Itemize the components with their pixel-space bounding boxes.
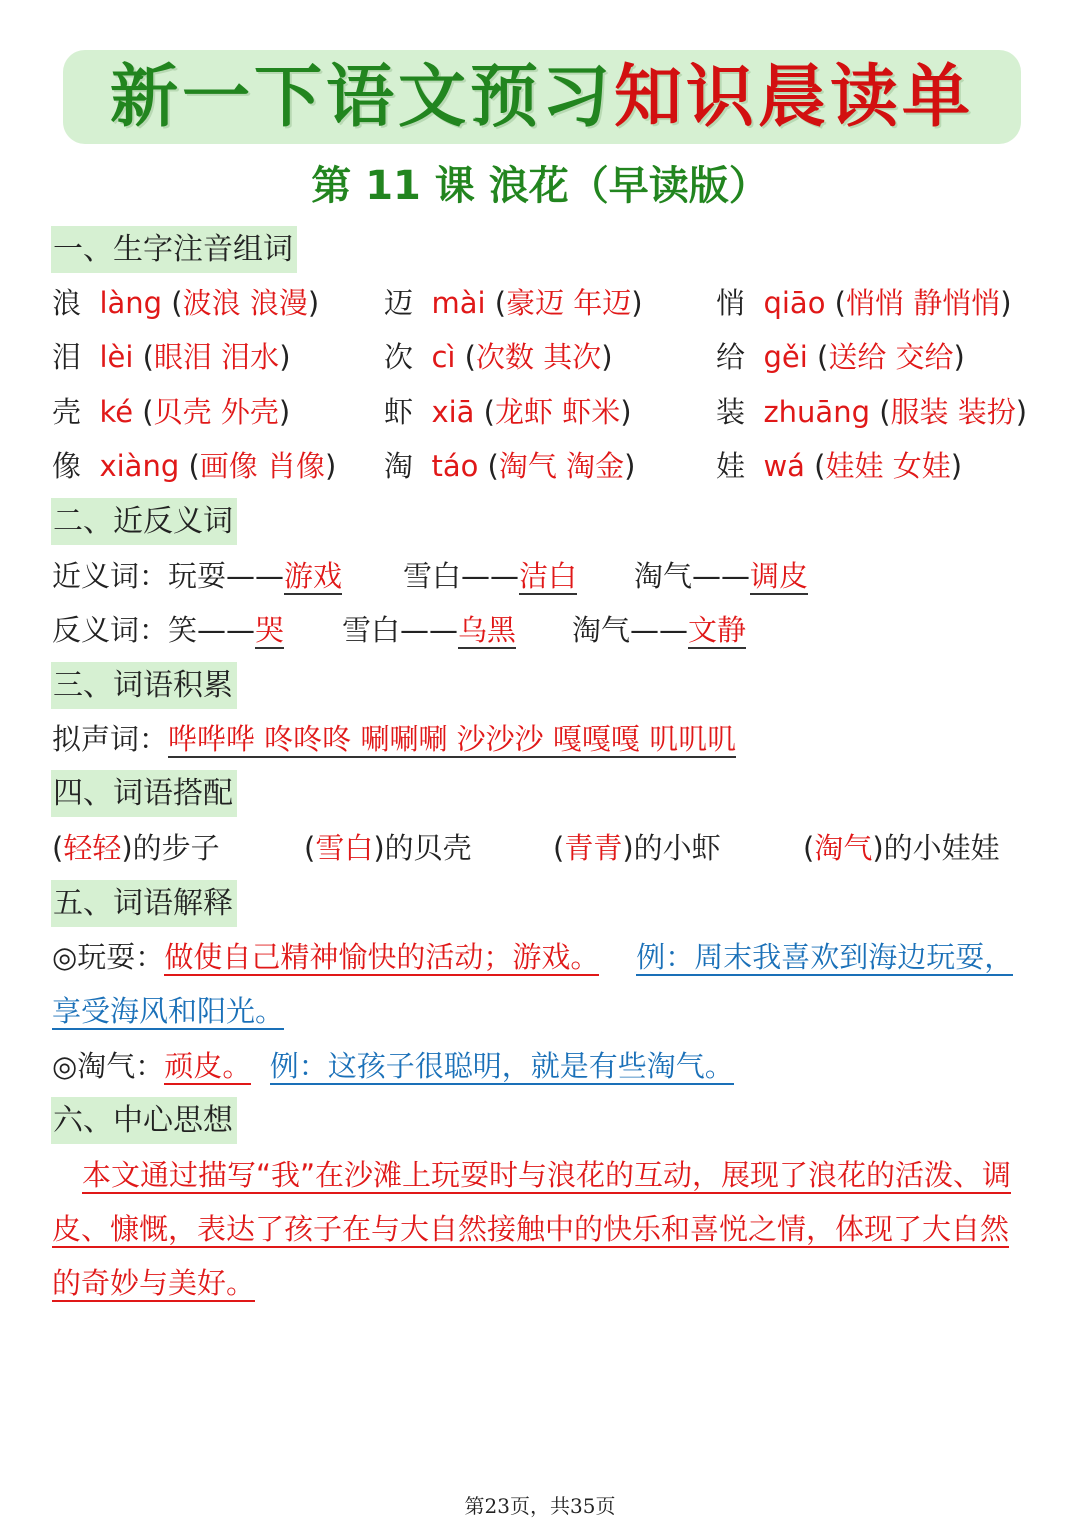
collocation-item: (青青)的小虾 (553, 831, 721, 865)
char-item: 虾 xiā (龙虾 虾米) (384, 395, 632, 429)
char-item: 浪 làng (波浪 浪漫) (52, 286, 320, 320)
char-item: 像 xiàng (画像 肖像) (52, 449, 337, 483)
char-item: 悄 qiāo (悄悄 静悄悄) (716, 286, 1012, 320)
section-heading-vocabulary: 三、词语积累 (51, 662, 237, 709)
char-item: 给 gěi (送给 交给) (716, 340, 965, 374)
explanation-meaning: 做使自己精神愉快的活动；游戏。 (164, 940, 600, 974)
section-heading-main-idea: 六、中心思想 (51, 1097, 237, 1144)
collocation-item: (淘气)的小娃娃 (803, 831, 1000, 865)
antonym-pair: 雪白——乌黑 (342, 613, 517, 647)
section-heading-collocation: 四、词语搭配 (51, 770, 237, 817)
explanation-item (52, 935, 1013, 979)
char-item: 装 zhuāng (服装 装扮) (716, 395, 1028, 429)
antonym-label: 反义词： (52, 613, 169, 647)
section-heading-explanation: 五、词语解释 (51, 880, 237, 927)
antonym-row: 反义词：笑——哭 (52, 613, 285, 647)
explanation-example: 例：这孩子很聪明，就是有些淘气。 (269, 1049, 734, 1083)
synonym-pair: 淘气——调皮 (634, 559, 809, 593)
explanation-example-continued: 享受海风和阳光。 (52, 994, 285, 1028)
page-title (109, 57, 975, 137)
explanation-item (52, 1044, 734, 1088)
onomatopoeia-label: 拟声词： (52, 722, 169, 756)
explanation-term: ◎淘气： (52, 1049, 165, 1083)
explanation-example: 例：周末我喜欢到海边玩耍， (636, 940, 1014, 974)
char-item: 娃 wá (娃娃 女娃) (716, 449, 963, 483)
page-number: 第23页，共35页 (464, 1494, 616, 1518)
synonym-pair: 雪白——洁白 (403, 559, 578, 593)
synonym-label: 近义词： (52, 559, 169, 593)
char-item: 迈 mài (豪迈 年迈) (384, 286, 643, 320)
explanation-term: ◎玩耍： (52, 940, 165, 974)
antonym-pair: 淘气——文静 (572, 613, 747, 647)
onomatopoeia-words: 哗哗哗 咚咚咚 唰唰唰 沙沙沙 嘎嘎嘎 叽叽叽 (168, 722, 737, 756)
main-idea-paragraph: 本文通过描写“我”在沙滩上玩耍时与浪花的互动，展现了浪花的活泼、调皮、慷慨，表达了孩子在与大自然接触中的快乐和喜悦之情，体现了大自然的奇妙与美好。 (52, 1158, 1012, 1300)
lesson-subtitle: 第 11 课 浪花（早读版） (311, 163, 769, 209)
collocation-item: (雪白)的贝壳 (304, 831, 472, 865)
char-item: 次 cì (次数 其次) (384, 340, 613, 374)
section-heading-characters: 一、生字注音组词 (51, 226, 297, 273)
title-green-part: 新一下语文预习 (109, 57, 614, 137)
title-banner (63, 50, 1021, 144)
char-item: 淘 táo (淘气 淘金) (384, 449, 636, 483)
explanation-meaning: 顽皮。 (164, 1049, 252, 1083)
collocation-item: (轻轻)的步子 (52, 831, 220, 865)
onomatopoeia-row (52, 717, 736, 761)
title-red-part: 知识晨读单 (614, 57, 975, 137)
section-heading-synonyms-antonyms: 二、近反义词 (51, 498, 237, 545)
synonym-row: 近义词：玩耍——游戏 (52, 559, 343, 593)
char-item: 泪 lèi (眼泪 泪水) (52, 340, 291, 374)
char-item: 壳 ké (贝壳 外壳) (52, 395, 291, 429)
